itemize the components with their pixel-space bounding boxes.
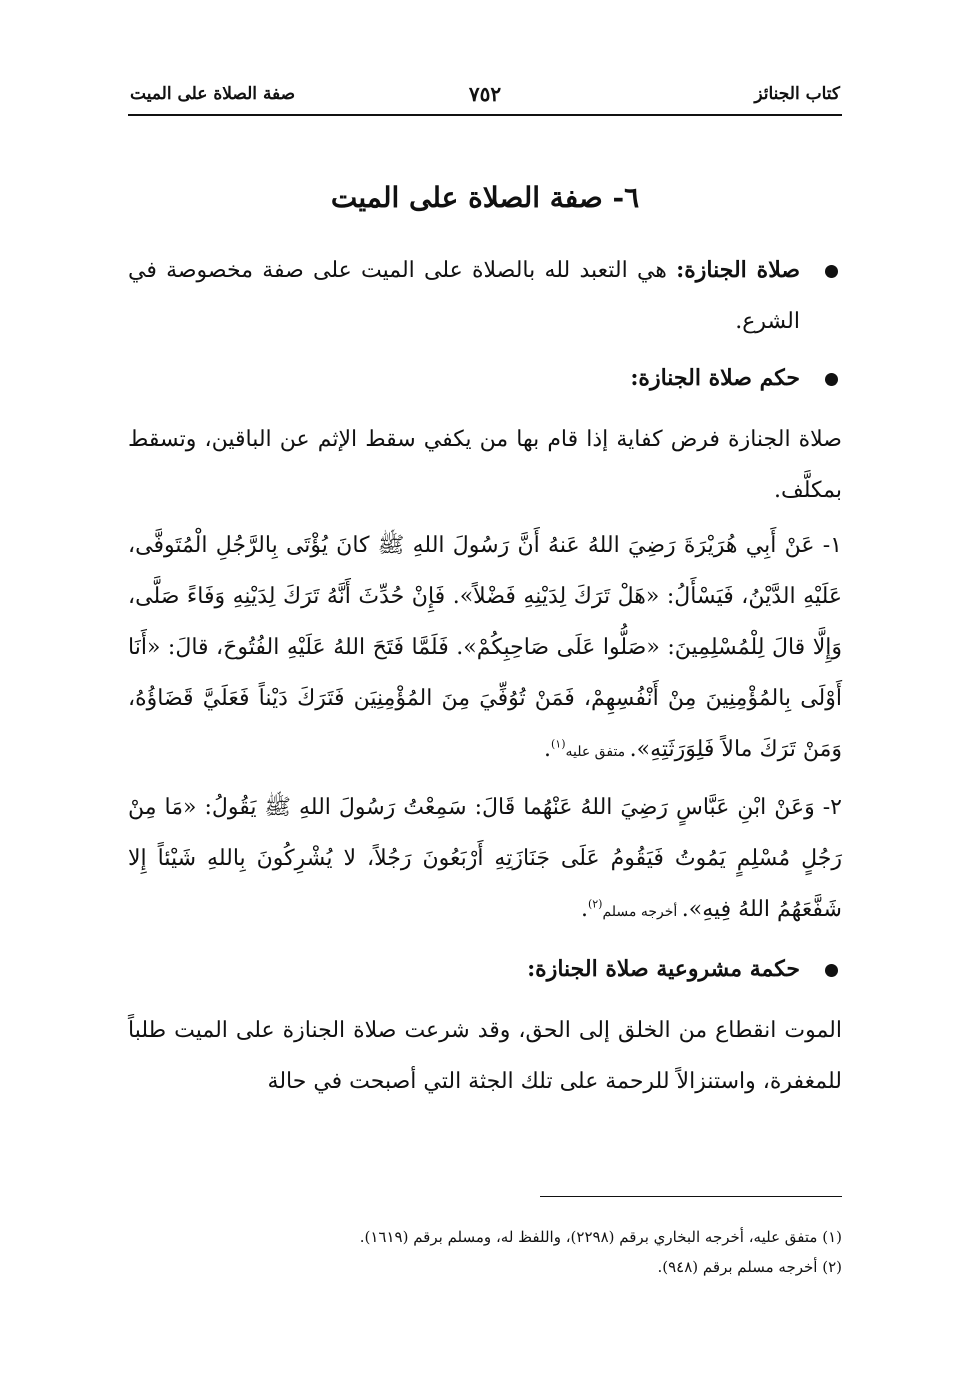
hadith-1-source: متفق عليه (565, 744, 630, 760)
hadith-1 (128, 520, 842, 778)
wisdom-paragraph: الموت انقطاع من الخلق إلى الحق، وقد شرعت صلاة الجنازة على الميت طلباً للمغفرة، واستنزالاً للرحمة على تلك الجثة التي أصبحت في حالة (128, 1018, 842, 1094)
definition-paragraph (128, 245, 842, 347)
hadith-2 (128, 782, 842, 938)
footnote-1: (١) متفق عليه، أخرجه البخاري برقم (٢٢٩٨)، واللفظ له، ومسلم برقم (١٦١٩). (359, 1228, 842, 1246)
footnote-ref-1[interactable]: (١) (551, 737, 566, 751)
footnote-2: (٢) أخرجه مسلم برقم (٩٤٨). (657, 1258, 842, 1276)
section-title: ٦- صفة الصلاة على الميت (330, 181, 640, 214)
header-book-title: كتاب الجنائز (754, 84, 840, 104)
footnotes (128, 1222, 842, 1282)
page-number: ٧٥٢ (468, 82, 502, 106)
running-header (128, 80, 842, 116)
footnote-ref-2[interactable]: (٢) (587, 897, 603, 911)
ruling-heading-text: حكم صلاة الجنازة: (630, 365, 800, 391)
main-content (128, 172, 842, 1111)
hadith-2-text: ٢- وَعَنْ ابْنِ عَبَّاسٍ رَضِيَ اللهُ عَنْهُما قَالَ: سَمِعْتُ رَسُولَ اللهِ ﷺ يَقُولُ: «مَا مِنْ رَجُلٍ مُسْلِمٍ يَمُوتُ فَيَقُومُ عَلَى جَنَازَتِهِ أَرْبَعُونَ رَجُلاً، لا يُشْرِكُونَ بِاللهِ شَيْئاً إِلا شَفَّعَهُمُ اللهُ فِيهِ». (128, 795, 842, 922)
bullet-icon (825, 373, 838, 386)
definition-term: صلاة الجنازة: (676, 257, 800, 283)
footnote-divider (540, 1196, 842, 1197)
hadith-2-source: أخرجه مسلم (602, 904, 682, 920)
bullet-icon (825, 265, 838, 278)
header-chapter-title: صفة الصلاة على الميت (130, 84, 296, 104)
bullet-icon (825, 964, 838, 977)
hadith-2-end: . (580, 897, 588, 922)
ruling-paragraph: صلاة الجنازة فرض كفاية إذا قام بها من يكفي سقط الإثم عن الباقين، وتسقط بمكلَّف. (128, 427, 842, 503)
hadith-1-text: ١- عَنْ أَبِي هُرَيْرَةَ رَضِيَ اللهُ عَنهُ أَنَّ رَسُولَ اللهِ ﷺ كانَ يُؤْتَى بِالرَّجُلِ الْمُتَوفَّى، عَلَيْهِ الدَّيْنُ، فَيَسْأَلُ: «هَلْ تَرَكَ لِدَيْنِهِ فَضْلاً». فَإِنْ حُدِّثَ أَنَّهُ تَرَكَ لِدَيْنِهِ وَفَاءً صَلَّى، وَإِلَّا قالَ لِلْمُسْلِمِينَ: «صَلُّوا عَلَى صَاحِبِكُمْ». فَلَمَّا فَتَحَ اللهُ عَلَيْهِ الفُتُوحَ، قالَ: «أَنَا أَوْلَى بِالمُؤْمِنِينَ مِنْ أَنْفُسِهِمْ، فَمَنْ تُوُفِّيَ مِنَ المُؤْمِنِيَن فَتَرَكَ دَيْناً فَعَلَيَّ قَضَاؤُهُ، وَمَنْ تَرَكَ مالاً فَلِوَرَثَتِهِ». (128, 533, 842, 762)
ruling-heading (128, 353, 842, 404)
wisdom-heading-text: حكمة مشروعية صلاة الجنازة: (527, 956, 800, 982)
hadith-1-end: . (544, 737, 551, 762)
definition-text: هي التعبد لله بالصلاة على الميت على صفة مخصوصة في الشرع. (128, 258, 800, 334)
wisdom-heading (128, 944, 842, 995)
